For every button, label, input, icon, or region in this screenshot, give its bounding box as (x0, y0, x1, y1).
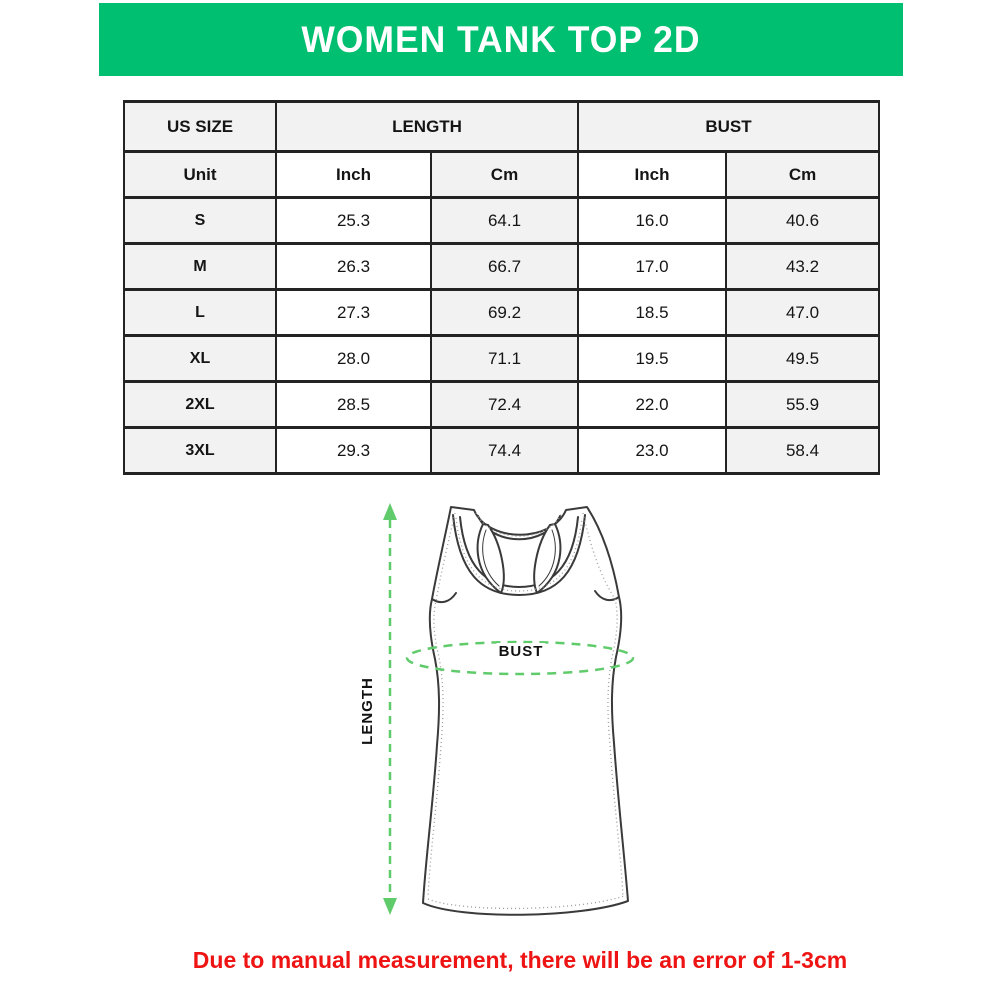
bust-inch-value: 18.5 (578, 290, 726, 336)
size-label: S (124, 198, 276, 244)
bust-cm-value: 49.5 (726, 336, 879, 382)
bust-inch-value: 17.0 (578, 244, 726, 290)
measurement-error-note: Due to manual measurement, there will be an error of 1-3cm (192, 947, 848, 973)
col-header-length: LENGTH (276, 102, 578, 152)
bust-inch-value: 19.5 (578, 336, 726, 382)
length-cm-value: 72.4 (431, 382, 578, 428)
unit-label: Unit (124, 152, 276, 198)
bust-cm-value: 47.0 (726, 290, 879, 336)
length-inch-value: 29.3 (276, 428, 431, 474)
bust-cm-value: 55.9 (726, 382, 879, 428)
tank-top-illustration (423, 507, 628, 915)
length-inch-value: 28.5 (276, 382, 431, 428)
size-label: XL (124, 336, 276, 382)
length-cm-value: 64.1 (431, 198, 578, 244)
size-label: 3XL (124, 428, 276, 474)
size-label: M (124, 244, 276, 290)
bust-inch-value: 23.0 (578, 428, 726, 474)
length-cm-value: 74.4 (431, 428, 578, 474)
tank-top-measurement-diagram (340, 493, 660, 937)
bust-cm-value: 40.6 (726, 198, 879, 244)
table-row (124, 336, 879, 382)
size-label: 2XL (124, 382, 276, 428)
table-row (124, 290, 879, 336)
table-header-row (124, 102, 879, 152)
page-title: WOMEN TANK TOP 2D (301, 18, 701, 60)
table-row (124, 198, 879, 244)
bust-inch-value: 16.0 (578, 198, 726, 244)
bust-label: BUST (498, 643, 544, 660)
length-cm-value: 69.2 (431, 290, 578, 336)
col-header-bust: BUST (578, 102, 879, 152)
length-inch-value: 28.0 (276, 336, 431, 382)
table-row (124, 382, 879, 428)
table-row (124, 428, 879, 474)
bust-inch-header: Inch (578, 152, 726, 198)
title-banner (99, 3, 903, 76)
col-header-us-size: US SIZE (124, 102, 276, 152)
bust-cm-header: Cm (726, 152, 879, 198)
bust-inch-value: 22.0 (578, 382, 726, 428)
length-inch-value: 27.3 (276, 290, 431, 336)
table-row (124, 244, 879, 290)
size-chart-table (123, 100, 880, 475)
bust-cm-value: 43.2 (726, 244, 879, 290)
length-cm-header: Cm (431, 152, 578, 198)
length-cm-value: 71.1 (431, 336, 578, 382)
table-units-row (124, 152, 879, 198)
length-label: LENGTH (359, 677, 376, 745)
length-arrow (383, 503, 397, 915)
length-inch-value: 25.3 (276, 198, 431, 244)
size-label: L (124, 290, 276, 336)
length-cm-value: 66.7 (431, 244, 578, 290)
length-inch-value: 26.3 (276, 244, 431, 290)
length-inch-header: Inch (276, 152, 431, 198)
bust-cm-value: 58.4 (726, 428, 879, 474)
